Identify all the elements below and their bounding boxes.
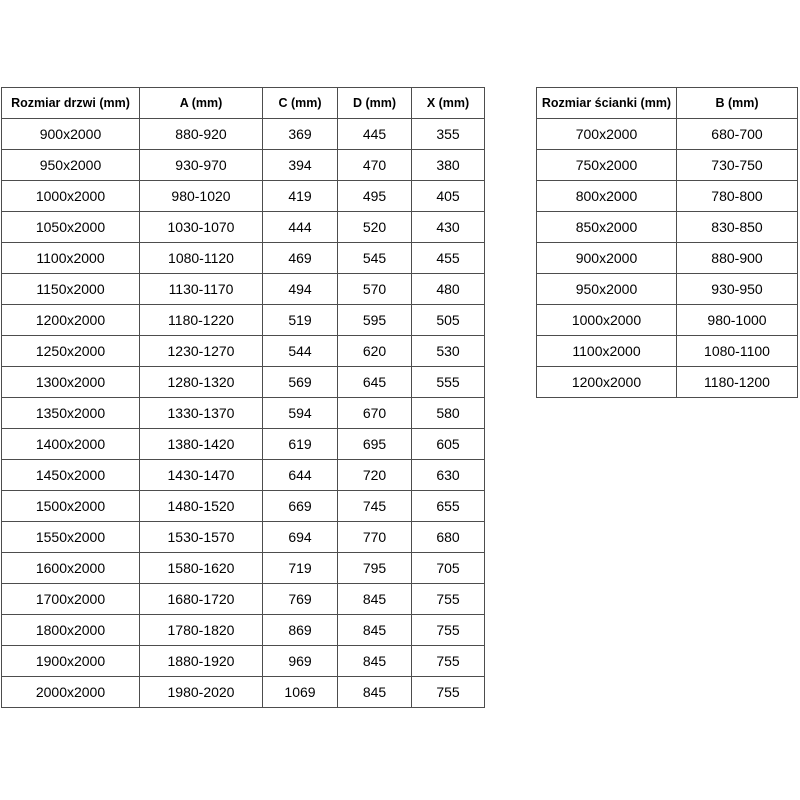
table-cell: 880-920 (140, 119, 263, 150)
table-header-row (2, 88, 485, 119)
table-cell: 1980-2020 (140, 677, 263, 708)
table-row (2, 274, 485, 305)
table-cell: 969 (263, 646, 338, 677)
table-cell: 470 (338, 150, 412, 181)
column-header: B (mm) (677, 88, 798, 119)
table-cell: 1580-1620 (140, 553, 263, 584)
table-cell: 730-750 (677, 150, 798, 181)
table-cell: 405 (412, 181, 485, 212)
table-cell: 1080-1100 (677, 336, 798, 367)
table-row (2, 584, 485, 615)
table-cell: 1080-1120 (140, 243, 263, 274)
table-cell: 419 (263, 181, 338, 212)
table-cell: 680 (412, 522, 485, 553)
table-cell: 755 (412, 646, 485, 677)
table-cell: 580 (412, 398, 485, 429)
table-cell: 1900x2000 (2, 646, 140, 677)
table-row (2, 212, 485, 243)
table-cell: 780-800 (677, 181, 798, 212)
table-cell: 1480-1520 (140, 491, 263, 522)
table-cell: 1180-1220 (140, 305, 263, 336)
table-cell: 380 (412, 150, 485, 181)
table-cell: 544 (263, 336, 338, 367)
table-cell: 469 (263, 243, 338, 274)
table-cell: 430 (412, 212, 485, 243)
wall-sizes-table (536, 87, 798, 398)
table-row (2, 553, 485, 584)
table-cell: 750x2000 (537, 150, 677, 181)
table-cell: 795 (338, 553, 412, 584)
table-row (2, 367, 485, 398)
table-cell: 669 (263, 491, 338, 522)
table-cell: 845 (338, 615, 412, 646)
table-cell: 755 (412, 677, 485, 708)
table-cell: 644 (263, 460, 338, 491)
table-cell: 930-970 (140, 150, 263, 181)
table-cell: 630 (412, 460, 485, 491)
table-row (2, 398, 485, 429)
table-row (2, 119, 485, 150)
table-row (2, 491, 485, 522)
table-cell: 1280-1320 (140, 367, 263, 398)
table-row (2, 181, 485, 212)
table-cell: 1300x2000 (2, 367, 140, 398)
table-cell: 720 (338, 460, 412, 491)
table-cell: 670 (338, 398, 412, 429)
table-cell: 980-1020 (140, 181, 263, 212)
table-cell: 1000x2000 (537, 305, 677, 336)
table-cell: 619 (263, 429, 338, 460)
table-cell: 594 (263, 398, 338, 429)
table-row (2, 243, 485, 274)
table-cell: 695 (338, 429, 412, 460)
table-cell: 1500x2000 (2, 491, 140, 522)
table-cell: 980-1000 (677, 305, 798, 336)
table-cell: 570 (338, 274, 412, 305)
table-cell: 569 (263, 367, 338, 398)
table-cell: 719 (263, 553, 338, 584)
table-row (537, 336, 798, 367)
table-cell: 519 (263, 305, 338, 336)
table-cell: 880-900 (677, 243, 798, 274)
table-row (537, 150, 798, 181)
table-row (2, 646, 485, 677)
table-cell: 950x2000 (2, 150, 140, 181)
table-cell: 1550x2000 (2, 522, 140, 553)
table-cell: 355 (412, 119, 485, 150)
column-header: D (mm) (338, 88, 412, 119)
table-cell: 444 (263, 212, 338, 243)
table-cell: 845 (338, 646, 412, 677)
table-cell: 2000x2000 (2, 677, 140, 708)
table-cell: 394 (263, 150, 338, 181)
table-cell: 1200x2000 (537, 367, 677, 398)
table-cell: 595 (338, 305, 412, 336)
table-cell: 1880-1920 (140, 646, 263, 677)
table-cell: 555 (412, 367, 485, 398)
table-cell: 494 (263, 274, 338, 305)
column-header: C (mm) (263, 88, 338, 119)
table-cell: 694 (263, 522, 338, 553)
table-cell: 1350x2000 (2, 398, 140, 429)
table-cell: 1530-1570 (140, 522, 263, 553)
table-cell: 770 (338, 522, 412, 553)
table-cell: 1780-1820 (140, 615, 263, 646)
table-cell: 755 (412, 584, 485, 615)
table-cell: 1600x2000 (2, 553, 140, 584)
table-cell: 480 (412, 274, 485, 305)
table-row (2, 460, 485, 491)
table-row (537, 367, 798, 398)
column-header: Rozmiar ścianki (mm) (537, 88, 677, 119)
table-cell: 1430-1470 (140, 460, 263, 491)
table-cell: 520 (338, 212, 412, 243)
table-cell: 950x2000 (537, 274, 677, 305)
table-cell: 645 (338, 367, 412, 398)
table-cell: 1050x2000 (2, 212, 140, 243)
table-cell: 800x2000 (537, 181, 677, 212)
table-header-row (537, 88, 798, 119)
table-cell: 1150x2000 (2, 274, 140, 305)
table-cell: 1700x2000 (2, 584, 140, 615)
table-cell: 769 (263, 584, 338, 615)
door-sizes-table (1, 87, 485, 708)
table-cell: 705 (412, 553, 485, 584)
table-cell: 530 (412, 336, 485, 367)
table-cell: 1230-1270 (140, 336, 263, 367)
table-row (2, 305, 485, 336)
table-cell: 1380-1420 (140, 429, 263, 460)
table-row (537, 274, 798, 305)
table-cell: 1030-1070 (140, 212, 263, 243)
table-cell: 900x2000 (537, 243, 677, 274)
table-cell: 455 (412, 243, 485, 274)
table-cell: 605 (412, 429, 485, 460)
table-row (537, 119, 798, 150)
table-cell: 545 (338, 243, 412, 274)
table-row (537, 305, 798, 336)
table-cell: 900x2000 (2, 119, 140, 150)
table-cell: 845 (338, 677, 412, 708)
column-header: A (mm) (140, 88, 263, 119)
table-cell: 495 (338, 181, 412, 212)
table-cell: 1800x2000 (2, 615, 140, 646)
table-row (2, 429, 485, 460)
table-cell: 830-850 (677, 212, 798, 243)
table-cell: 505 (412, 305, 485, 336)
table-cell: 1000x2000 (2, 181, 140, 212)
column-header: Rozmiar drzwi (mm) (2, 88, 140, 119)
table-cell: 369 (263, 119, 338, 150)
table-cell: 1100x2000 (2, 243, 140, 274)
table-row (537, 212, 798, 243)
table-row (2, 336, 485, 367)
table-cell: 1200x2000 (2, 305, 140, 336)
table-cell: 930-950 (677, 274, 798, 305)
table-cell: 1130-1170 (140, 274, 263, 305)
table-cell: 845 (338, 584, 412, 615)
table-cell: 755 (412, 615, 485, 646)
table-cell: 1100x2000 (537, 336, 677, 367)
table-cell: 1180-1200 (677, 367, 798, 398)
table-cell: 745 (338, 491, 412, 522)
table-row (2, 615, 485, 646)
column-header: X (mm) (412, 88, 485, 119)
table-cell: 869 (263, 615, 338, 646)
table-cell: 445 (338, 119, 412, 150)
table-cell: 1450x2000 (2, 460, 140, 491)
table-cell: 1250x2000 (2, 336, 140, 367)
table-cell: 1680-1720 (140, 584, 263, 615)
table-cell: 620 (338, 336, 412, 367)
table-row (2, 522, 485, 553)
table-cell: 1330-1370 (140, 398, 263, 429)
table-cell: 700x2000 (537, 119, 677, 150)
table-row (537, 181, 798, 212)
table-row (2, 677, 485, 708)
table-cell: 850x2000 (537, 212, 677, 243)
table-row (2, 150, 485, 181)
table-cell: 1069 (263, 677, 338, 708)
table-cell: 680-700 (677, 119, 798, 150)
table-cell: 1400x2000 (2, 429, 140, 460)
table-cell: 655 (412, 491, 485, 522)
table-row (537, 243, 798, 274)
